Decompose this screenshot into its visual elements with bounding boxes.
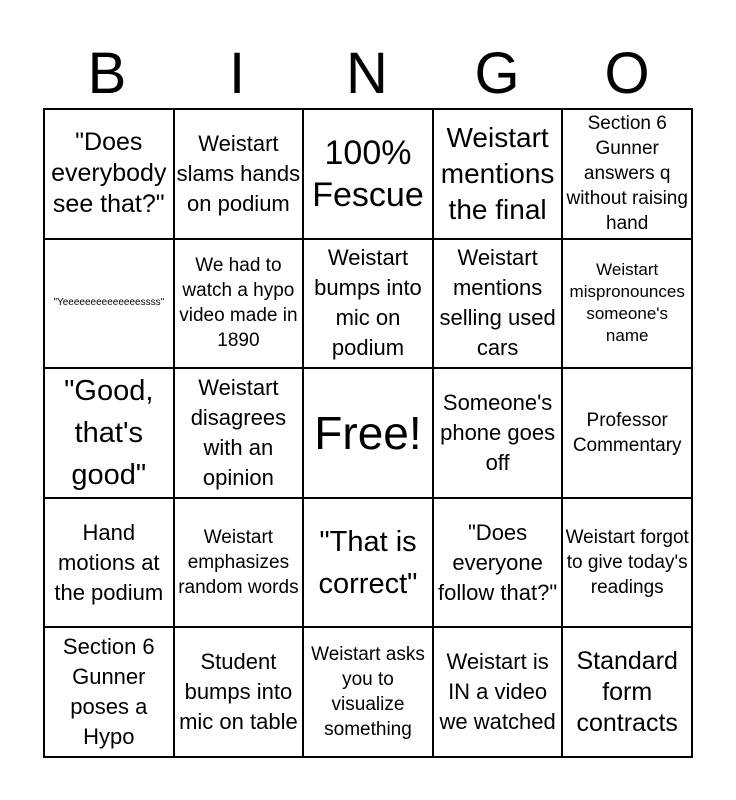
bingo-cell-r1c3[interactable]	[303, 109, 433, 239]
cell-text: Weistart mentions the final	[440, 121, 555, 225]
header-letter-i: I	[228, 41, 248, 106]
bingo-cell-r4c1[interactable]	[44, 498, 174, 628]
bingo-board	[43, 108, 693, 758]
bingo-cell-r3c5[interactable]	[562, 368, 692, 498]
cell-text: Hand motions at the podium	[54, 519, 164, 605]
bingo-cell-r4c3[interactable]	[303, 498, 433, 628]
cell-text: Section 6 Gunner answers q without raising hand	[566, 113, 688, 235]
bingo-header	[43, 40, 693, 108]
cell-text: Standard form contracts	[576, 646, 678, 737]
cell-text: Weistart slams hands on podium	[176, 130, 301, 216]
bingo-cell-r2c4[interactable]	[433, 239, 563, 369]
cell-text: Weistart mentions selling used cars	[439, 245, 556, 361]
bingo-cell-r2c2[interactable]	[174, 239, 304, 369]
bingo-cell-r2c3[interactable]	[303, 239, 433, 369]
cell-text: "Good, that's good"	[64, 375, 154, 491]
cell-text: "Does everyone follow that?"	[438, 519, 558, 605]
header-letter-o: O	[604, 41, 652, 106]
bingo-cell-r1c4[interactable]	[433, 109, 563, 239]
cell-text: Section 6 Gunner poses a Hypo	[62, 634, 155, 750]
cell-text: "That is correct"	[318, 525, 418, 600]
cell-text: Someone's phone goes off	[440, 389, 556, 475]
bingo-cell-r4c5[interactable]	[562, 498, 692, 628]
bingo-cell-r5c4[interactable]	[433, 627, 563, 757]
bingo-cell-r5c1[interactable]	[44, 627, 174, 757]
cell-text: Student bumps into mic on table	[179, 649, 298, 735]
header-letter-n: N	[346, 41, 390, 106]
bingo-cell-r3c1[interactable]	[44, 368, 174, 498]
cell-text: Weistart is IN a video we watched	[439, 649, 556, 735]
cell-text: "Does everybody see that?"	[51, 128, 167, 219]
bingo-cell-r1c2[interactable]	[174, 109, 304, 239]
cell-text: Free!	[314, 406, 422, 459]
cell-text: 100% Fescue	[312, 133, 424, 214]
bingo-cell-r5c2[interactable]	[174, 627, 304, 757]
cell-text: Weistart disagrees with an opinion	[190, 374, 287, 490]
header-letter-g: G	[474, 41, 522, 106]
bingo-cell-r3c4[interactable]	[433, 368, 563, 498]
bingo-cell-r2c5[interactable]	[562, 239, 692, 369]
header-letter-b: B	[87, 41, 129, 106]
bingo-cell-r2c1[interactable]	[44, 239, 174, 369]
bingo-cell-r1c5[interactable]	[562, 109, 692, 239]
cell-text: Weistart mispronounces someone's name	[569, 260, 685, 346]
bingo-cell-r4c4[interactable]	[433, 498, 563, 628]
bingo-cell-r5c3[interactable]	[303, 627, 433, 757]
bingo-cell-r4c2[interactable]	[174, 498, 304, 628]
bingo-cell-r3c3-free[interactable]	[303, 368, 433, 498]
cell-text: Weistart forgot to give today's readings	[565, 527, 689, 599]
cell-text: Weistart bumps into mic on podium	[314, 245, 422, 361]
cell-text: We had to watch a hypo video made in 1890	[179, 255, 298, 352]
cell-text: Weistart asks you to visualize something	[311, 644, 425, 741]
cell-text: Weistart emphasizes random words	[178, 527, 299, 599]
cell-text: Professor Commentary	[572, 409, 682, 456]
bingo-cell-r5c5[interactable]	[562, 627, 692, 757]
bingo-cell-r1c1[interactable]	[44, 109, 174, 239]
bingo-cell-r3c2[interactable]	[174, 368, 304, 498]
cell-text: "Yeeeeeeeeeeeeeessss"	[53, 297, 165, 309]
